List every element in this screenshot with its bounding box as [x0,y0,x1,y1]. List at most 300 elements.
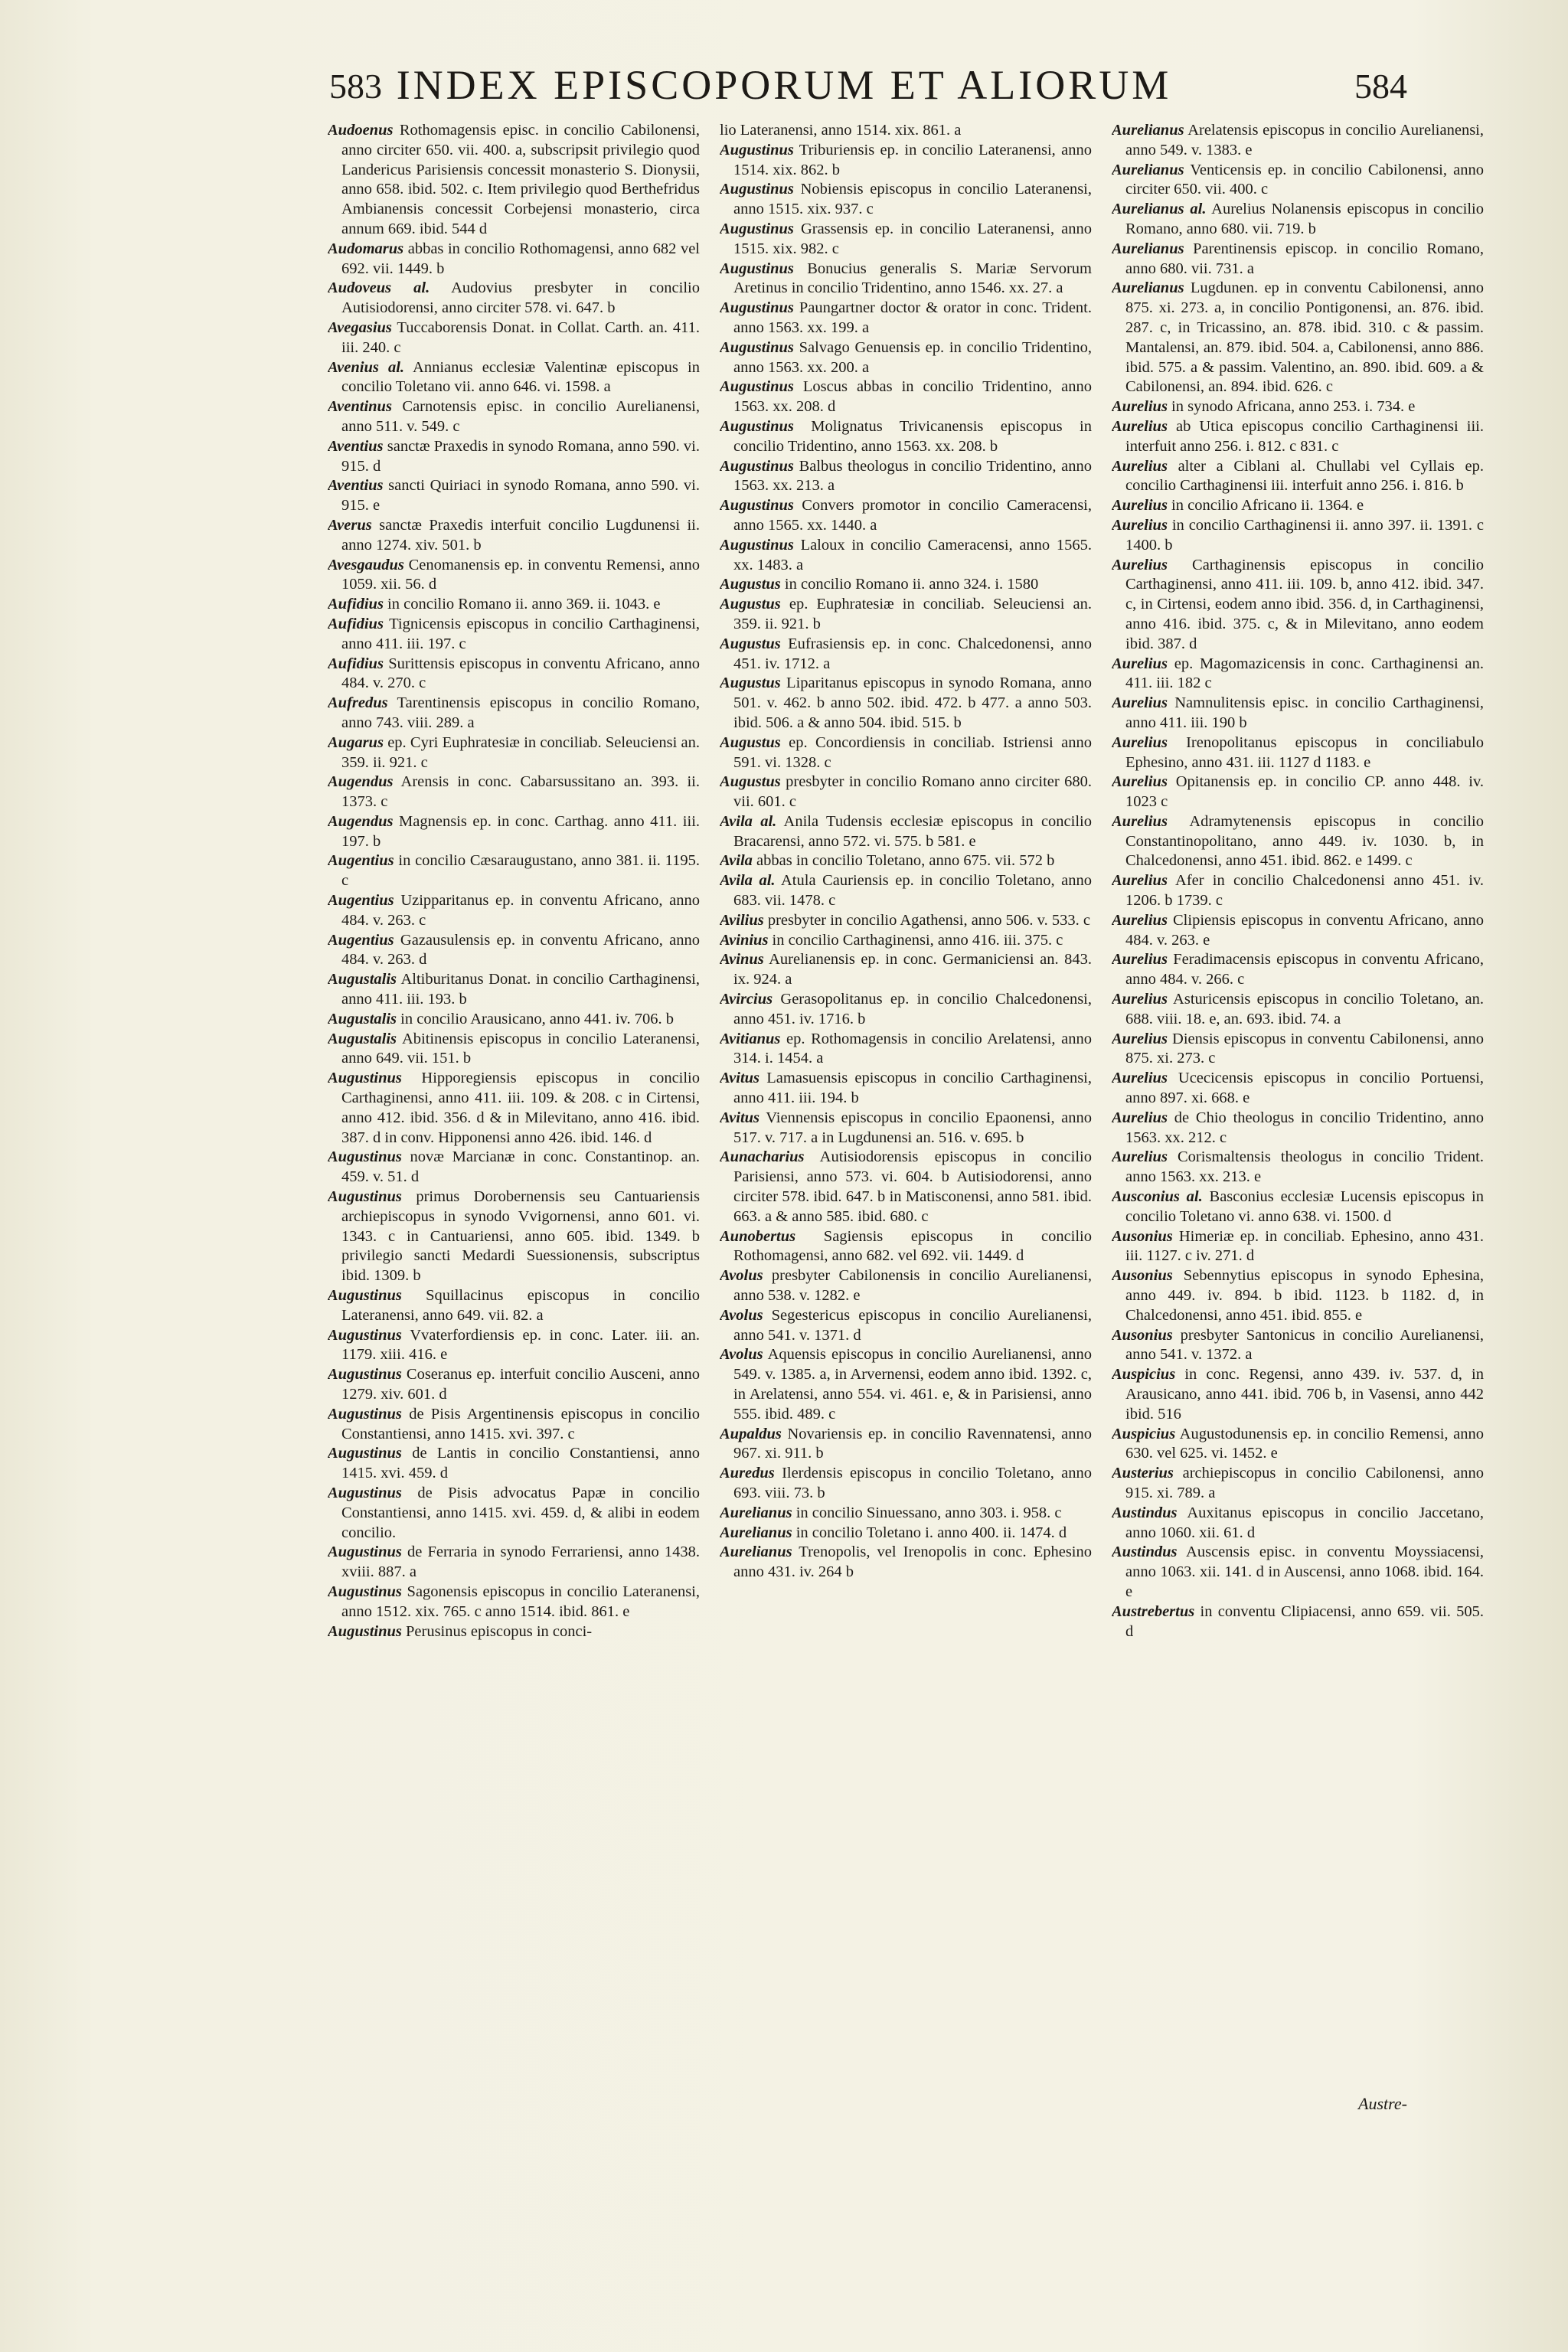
entry-text: Gerasopolitanus ep. in concilio Chalcedonensi, anno 451. iv. 1716. b [733,991,1092,1027]
entry-headword: Augentius [328,852,394,870]
index-entry [328,121,700,240]
index-entry [1112,655,1484,694]
entry-text: in conc. Regensi, anno 439. iv. 537. d, in Arausicano, anno 441. ibid. 706 b, in Vasensi, anno 442 ibid. 516 [1125,1366,1484,1423]
entry-text: Clipiensis episcopus in conventu Africano, anno 484. v. 263. e [1125,911,1484,949]
entry-headword: Avinus [720,951,764,969]
entry-headword: Augustus [720,635,781,652]
index-entry [720,595,1092,635]
entry-text: Aurelius Nolanensis episcopus in concilio Romano, anno 680. vii. 719. b [1125,201,1484,237]
entry-headword: Augustalis [328,1030,397,1047]
entry-text: de Chio theologus in concilio Tridentino, anno 1563. xx. 212. c [1125,1109,1484,1146]
entry-text: Autisiodorensis episcopus in concilio Parisiensi, anno 573. vi. 604. b Autisiodorensi, anno circiter 578. ibid. 647. b in Matisconensi, anno 581. ibid. 663. a & anno 585. ibid. 680. c [733,1148,1092,1225]
entry-headword: Aurelius [1112,812,1168,830]
entry-headword: Audoenus [328,122,394,139]
entry-text: Perusinus episcopus in conci- [406,1622,593,1640]
index-entry [1112,1504,1484,1544]
index-entry [328,931,700,971]
entry-text: Squillacinus episcopus in concilio Lateranensi, anno 649. vii. 82. a [341,1287,700,1324]
index-entry [328,516,700,556]
entry-text: Liparitanus episcopus in synodo Romana, anno 501. v. 462. b anno 502. ibid. 472. b 477. a anno 503. ibid. 506. a & anno 504. ibid. 515. b [733,675,1092,731]
entry-headword: Auredus [720,1465,775,1482]
index-entry [328,1069,700,1148]
entry-text: ep. Cyri Euphratesiæ in conciliab. Seleuciensi an. 359. ii. 921. c [341,733,700,771]
index-entry [720,377,1092,417]
index-entry [720,674,1092,733]
entry-text: presbyter Santonicus in concilio Aurelianensi, anno 541. v. 1372. a [1125,1326,1484,1364]
entry-headword: Augustinus [720,260,794,277]
index-entry [328,615,700,655]
index-entry [1112,1543,1484,1602]
entry-headword: Audoveus al. [328,279,430,297]
entry-text: novæ Marcianæ in conc. Constantinop. an. 459. v. 51. d [341,1148,700,1186]
index-entry [328,556,700,596]
index-entry [1112,1425,1484,1465]
index-entry [1112,516,1484,556]
entry-text: Ilerdensis episcopus in concilio Toletano, anno 693. viii. 73. b [733,1465,1092,1501]
entry-headword: Austerius [1112,1465,1174,1482]
index-entry [1112,200,1484,240]
index-entry [720,1266,1092,1306]
index-entry [720,950,1092,990]
index-entry [720,990,1092,1030]
entry-text: ep. Euphratesiæ in conciliab. Seleuciensi an. 359. ii. 921. b [733,596,1092,632]
entry-text: presbyter in concilio Agathensi, anno 506. v. 533. c [767,911,1090,929]
entry-text: ep. Magomazicensis in conc. Carthaginensi an. 411. iii. 182 c [1125,655,1484,692]
entry-headword: Augustinus [328,1622,402,1640]
entry-headword: Augustinus [328,1366,402,1383]
entry-headword: Augustinus [328,1326,402,1344]
entry-headword: Ausonius [1112,1267,1173,1285]
entry-text: Aquensis episcopus in concilio Aurelianensi, anno 549. v. 1385. a, in Arvernensi, eodem anno ibid. 1392. c, in Arelatensi, anno 554. vi. 461. e, & in Parisiensi, anno 555. ibid. 489. c [733,1346,1092,1423]
entry-text: Sebennytius episcopus in synodo Ephesina, anno 449. iv. 894. b ibid. 1123. b 1182. d, in Chalcedonensi, anno 451. ibid. 855. e [1125,1267,1484,1324]
index-entry [720,1109,1092,1148]
entry-headword: Aurelius [1112,398,1168,416]
entry-headword: Aurelianus [720,1524,792,1541]
index-entry [720,536,1092,576]
entry-text: abbas in concilio Rothomagensi, anno 682 vel 692. vii. 1449. b [341,240,700,277]
entry-text: Laloux in concilio Cameracensi, anno 1565. xx. 1483. a [733,536,1092,573]
entry-text: Paungartner doctor & orator in conc. Trident. anno 1563. xx. 199. a [733,299,1092,336]
entry-headword: Aventius [328,477,384,495]
entry-text: de Ferraria in synodo Ferrariensi, anno 1438. xviii. 887. a [341,1544,700,1581]
entry-headword: Aufidius [328,615,384,632]
entry-headword: Aurelius [1112,1148,1168,1166]
index-entry [1112,1030,1484,1070]
entry-text: sanctæ Praxedis interfuit concilio Lugdunensi ii. anno 1274. xiv. 501. b [341,516,700,554]
entry-headword: Aurelianus [1112,122,1184,139]
index-entry [328,1622,700,1642]
entry-headword: Augustinus [328,1583,402,1600]
entry-text: Coseranus ep. interfuit concilio Ausceni, anno 1279. xiv. 601. d [341,1366,700,1403]
entry-text: Abitinensis episcopus in concilio Lateranensi, anno 649. vii. 151. b [341,1030,700,1067]
index-entry [328,1583,700,1622]
entry-text: Basconius ecclesiæ Lucensis episcopus in concilio Toletano vi. anno 638. vi. 1500. d [1125,1188,1484,1225]
entry-text: Molignatus Trivicanensis episcopus in concilio Tridentino, anno 1563. xx. 208. b [733,417,1092,455]
entry-headword: Avitus [720,1070,760,1087]
index-entry [720,1543,1092,1583]
index-entry [720,575,1092,595]
entry-headword: Aurelianus [1112,240,1184,257]
index-entry [1112,773,1484,812]
index-entry [1112,871,1484,911]
entry-text: presbyter Cabilonensis in concilio Aurelianensi, anno 538. v. 1282. e [733,1267,1092,1305]
index-entry [328,240,700,279]
entry-text: Augustodunensis ep. in concilio Remensi, anno 630. vel 625. vi. 1452. e [1125,1425,1484,1462]
index-entry [720,1464,1092,1504]
entry-text: Aurelianensis ep. in conc. Germaniciensi an. 843. ix. 924. a [733,951,1092,988]
entry-headword: Aupaldus [720,1425,782,1442]
entry-headword: Augentius [328,892,394,910]
index-entry [1112,1187,1484,1227]
entry-text: Corismaltensis theologus in concilio Trident. anno 1563. xx. 213. e [1125,1148,1484,1186]
index-entry [328,891,700,931]
entry-headword: Augustinus [328,1405,402,1423]
entry-text: in concilio Romano ii. anno 369. ii. 1043. e [387,596,661,613]
entry-headword: Aurelius [1112,911,1168,929]
entry-headword: Augustinus [720,497,794,514]
entry-text: Audovius presbyter in concilio Autisiodorensi, anno circiter 578. vi. 647. b [341,279,700,317]
index-entry [1112,1326,1484,1366]
entry-headword: Aurelianus [720,1504,792,1521]
entry-text: in synodo Africana, anno 253. i. 734. e [1171,398,1416,416]
entry-headword: Augustinus [720,299,794,317]
entry-headword: Augendus [328,812,394,830]
entry-text: Ucecicensis episcopus in concilio Portuensi, anno 897. xi. 668. e [1125,1070,1484,1107]
entry-text: in concilio Africano ii. 1364. e [1171,497,1364,514]
entry-headword: Avegasius [328,318,392,336]
entry-text: Atula Cauriensis ep. in concilio Toletano, anno 683. vii. 1478. c [733,872,1092,910]
entry-headword: Augustinus [328,1445,402,1462]
index-entry [328,397,700,437]
index-entry [1112,1069,1484,1109]
entry-headword: Avilius [720,911,764,929]
entry-headword: Augustinus [328,1070,402,1087]
index-entry [720,1148,1092,1227]
entry-text: in concilio Carthaginensi ii. anno 397. ii. 1391. c 1400. b [1125,516,1484,554]
entry-headword: Aufredus [328,694,388,712]
index-entry [1112,279,1484,397]
entry-text: Salvago Genuensis ep. in concilio Tridentino, anno 1563. xx. 200. a [733,338,1092,376]
index-entry [720,871,1092,911]
index-entry [720,496,1092,536]
entry-headword: Averus [328,516,372,534]
entry-text: Loscus abbas in concilio Tridentino, anno 1563. xx. 208. d [733,378,1092,416]
entry-text: Anila Tudensis ecclesiæ episcopus in concilio Bracarensi, anno 572. vi. 575. b 581. e [733,812,1092,850]
index-entry [328,1405,700,1445]
entry-text: Adramytenensis episcopus in concilio Constantinopolitano, anno 449. iv. 1030. b, in Chalcedonensi, anno 451. ibid. 862. e 1499. c [1125,812,1484,870]
entry-headword: Augustus [720,733,781,751]
entry-text: Parentinensis episcop. in concilio Romano, anno 680. vii. 731. a [1125,240,1484,277]
index-entry [328,1365,700,1405]
index-entry [328,1030,700,1070]
entry-text: lio Lateranensi, anno 1514. xix. 861. a [720,122,962,139]
index-entry [1112,496,1484,516]
index-entry [328,1286,700,1326]
entry-text: Namnulitensis episc. in concilio Carthaginensi, anno 411. iii. 190 b [1125,694,1484,731]
index-entry [1112,397,1484,417]
entry-text: Feradimacensis episcopus in conventu Africano, anno 484. v. 266. c [1125,951,1484,988]
entry-text: Segestericus episcopus in concilio Aurelianensi, anno 541. v. 1371. d [733,1306,1092,1344]
entry-text: Magnensis ep. in conc. Carthag. anno 411. iii. 197. b [341,812,700,850]
entry-headword: Augustinus [720,141,794,158]
entry-text: ep. Concordiensis in conciliab. Istriensi anno 591. vi. 1328. c [733,733,1092,771]
index-entry [1112,1227,1484,1267]
entry-text: alter a Ciblani al. Chullabi vel Cyllais ep. concilio Carthaginensi iii. interfuit anno 256. i. 816. b [1125,457,1484,495]
entry-headword: Avinius [720,931,769,949]
entry-headword: Auspicius [1112,1425,1176,1442]
entry-headword: Aurelius [1112,991,1168,1008]
entry-text: Nobiensis episcopus in concilio Lateranensi, anno 1515. xix. 937. c [733,181,1092,218]
entry-headword: Aurelius [1112,1030,1168,1047]
entry-headword: Augustus [720,576,781,593]
entry-headword: Aurelius [1112,457,1168,475]
entry-headword: Aurelius [1112,1070,1168,1087]
index-entry [720,299,1092,338]
entry-text: de Pisis Argentinensis episcopus in concilio Constantiensi, anno 1415. xvi. 397. c [341,1405,700,1442]
entry-headword: Aufidius [328,655,384,672]
index-columns [328,121,1484,2257]
entry-headword: Augustinus [720,181,794,198]
entry-text: Carthaginensis episcopus in concilio Carthaginensi, anno 411. iii. 109. b, anno 412. ibid. 347. c, in Cirtensi, eodem anno ibid. 356. d, in Carthaginensi, anno 416. ibid. 375. c, & in Milevitano, anno eodem ibid. 387. d [1125,556,1484,652]
entry-headword: Augustinus [328,1188,402,1206]
index-column-3 [1112,121,1484,2257]
entry-headword: Aufidius [328,596,384,613]
entry-headword: Avila al. [720,812,777,830]
entry-text: Triburiensis ep. in concilio Lateranensi, anno 1514. xix. 862. b [733,141,1092,178]
index-entry [328,1444,700,1484]
entry-text: in concilio Arausicano, anno 441. iv. 706. b [400,1010,674,1027]
index-entry [720,180,1092,220]
entry-text: Altiburitanus Donat. in concilio Carthaginensi, anno 411. iii. 193. b [341,971,700,1008]
entry-text: Afer in concilio Chalcedonensi anno 451. iv. 1206. b 1739. c [1125,872,1484,910]
entry-headword: Avenius al. [328,358,405,376]
entry-text: Surittensis episcopus in conventu Africano, anno 484. v. 270. c [341,655,700,692]
entry-text: Convers promotor in concilio Cameracensi, anno 1565. xx. 1440. a [733,497,1092,534]
entry-headword: Aurelianus [1112,279,1184,297]
entry-headword: Audomarus [328,240,404,257]
index-entry [1112,417,1484,457]
entry-headword: Augustus [720,675,781,692]
index-entry [1112,1464,1484,1504]
entry-headword: Aurelianus al. [1112,201,1207,218]
entry-headword: Augarus [328,733,384,751]
entry-headword: Augustalis [328,971,397,988]
entry-text: Rothomagensis episc. in concilio Cabilonensi, anno circiter 650. vii. 400. a, subscripsit privilegio quod Landericus Parisiensis concessit monasterio S. Dionysii, anno 658. ibid. 502. c. Item privilegio quod Berthefridus Ambianensis concessit Corbejensi monasterio, circa annum 669. ibid. 544 d [341,122,700,237]
entry-headword: Aurelius [1112,417,1168,435]
entry-headword: Ausonius [1112,1326,1173,1344]
entry-text: in concilio Romano ii. anno 324. i. 1580 [784,576,1039,593]
index-entry [328,1187,700,1286]
entry-headword: Augustus [720,596,781,613]
entry-headword: Avitianus [720,1030,781,1047]
index-entry [1112,1266,1484,1325]
entry-headword: Augustinus [720,457,794,475]
entry-headword: Avolus [720,1306,763,1324]
entry-headword: Avircius [720,991,773,1008]
index-entry [328,1148,700,1187]
entry-text: Lugdunen. ep in conventu Cabilonensi, anno 875. xi. 273. a, in concilio Pontigonensi, an. 876. ibid. 287. c, in Tricassino, an. 878. ibid. 310. c & passim. Mantalensi, an. 879. ibid. 504. a, Cabilonensi, anno 886. ibid. 575. a & passim. Valentino, an. 890. ibid. 609. a & Cabilonensi, an. 894. ibid. 626. c [1125,279,1484,396]
entry-headword: Ausconius al. [1112,1188,1203,1206]
entry-text: primus Dorobernensis seu Cantuariensis archiepiscopus in synodo Vvigornensi, anno 601. vi. 1343. c in Cantuariensi, anno 605. ibid. 1349. b privilegio sancti Medardi Suessionensis, subscriptus ibid. 1309. b [341,1188,700,1285]
entry-text: abbas in concilio Toletano, anno 675. vii. 572 b [756,852,1055,870]
index-entry [1112,240,1484,279]
entry-text: in concilio Toletano i. anno 400. ii. 1474. d [795,1524,1067,1541]
index-entry [328,970,700,1010]
entry-headword: Augustinus [328,1544,402,1561]
right-page-number: 584 [1354,67,1407,106]
entry-text: Lamasuensis episcopus in concilio Carthaginensi, anno 411. iii. 194. b [733,1070,1092,1107]
entry-headword: Augustinus [720,220,794,237]
entry-text: Hipporegiensis episcopus in concilio Carthaginensi, anno 411. iii. 109. & 208. c in Cirtensi, anno 412. ibid. 356. d & in Milevitano, anno 416. ibid. 387. d in conv. Hipponensi anno 426. ibid. 146. d [341,1070,700,1146]
index-entry [328,851,700,891]
entry-text: Auxitanus episcopus in concilio Jaccetano, anno 1060. xii. 61. d [1125,1504,1484,1541]
entry-text: Bonucius generalis S. Mariæ Servorum Aretinus in concilio Tridentino, anno 1546. xx. 27. a [733,260,1092,297]
entry-headword: Augustinus [720,378,794,396]
entry-text: Novariensis ep. in concilio Ravennatensi, anno 967. xi. 911. b [733,1425,1092,1462]
entry-headword: Augustinus [720,536,794,554]
entry-headword: Avila [720,852,753,870]
index-entry [720,931,1092,951]
index-entry [1112,457,1484,497]
index-column-2 [720,121,1092,2257]
index-entry [720,1069,1092,1109]
index-entry [1112,121,1484,161]
entry-text: sancti Quiriaci in synodo Romana, anno 590. vi. 915. e [341,477,700,514]
index-entry [1112,990,1484,1030]
index-entry [328,773,700,812]
index-entry [720,911,1092,931]
entry-headword: Avolus [720,1267,763,1285]
entry-text: Eufrasiensis ep. in conc. Chalcedonensi, anno 451. iv. 1712. a [733,635,1092,672]
index-entry [720,260,1092,299]
index-entry [328,1543,700,1583]
entry-text: de Lantis in concilio Constantiensi, anno 1415. xvi. 459. d [341,1445,700,1482]
entry-headword: Aurelianus [720,1544,792,1561]
index-entry [720,635,1092,675]
index-entry [1112,1365,1484,1424]
entry-headword: Ausonius [1112,1227,1173,1245]
index-entry [720,141,1092,181]
entry-headword: Aurelius [1112,733,1168,751]
entry-text: ep. Rothomagensis in concilio Arelatensi, anno 314. i. 1454. a [733,1030,1092,1067]
index-entry [328,655,700,694]
index-entry [720,773,1092,812]
entry-headword: Austrebertus [1112,1602,1195,1620]
entry-text: sanctæ Praxedis in synodo Romana, anno 590. vi. 915. d [341,437,700,475]
index-entry [1112,950,1484,990]
entry-headword: Aurelianus [1112,161,1184,178]
entry-headword: Aurelius [1112,556,1168,573]
entry-headword: Augustinus [328,1287,402,1305]
entry-text: de Pisis advocatus Papæ in concilio Constantiensi, anno 1415. xvi. 459. d, & alibi in eodem concilio. [341,1484,700,1541]
entry-text: Grassensis ep. in concilio Lateranensi, anno 1515. xix. 982. c [733,220,1092,257]
entry-headword: Avolus [720,1346,763,1364]
entry-headword: Avitus [720,1109,760,1126]
index-entry [720,1425,1092,1465]
entry-text: Tignicensis episcopus in concilio Carthaginensi, anno 411. iii. 197. c [341,615,700,652]
entry-headword: Aurelius [1112,773,1168,791]
entry-headword: Aurelius [1112,694,1168,712]
index-entry [328,279,700,318]
entry-text: Sagonensis episcopus in concilio Lateranensi, anno 1512. xix. 765. c anno 1514. ibid. 861. e [341,1583,700,1620]
entry-headword: Augustus [720,773,781,791]
entry-headword: Aurelius [1112,872,1168,890]
index-entry [328,1010,700,1030]
index-entry [720,417,1092,457]
entry-text: Carnotensis episc. in concilio Aurelianensi, anno 511. v. 549. c [341,398,700,435]
index-entry [328,437,700,477]
entry-text: Balbus theologus in concilio Tridentino, anno 1563. xx. 213. a [733,457,1092,495]
index-entry [720,1227,1092,1267]
entry-text: Uzipparitanus ep. in conventu Africano, anno 484. v. 263. c [341,892,700,929]
entry-text: Auscensis episc. in conventu Moyssiacensi, anno 1063. xii. 141. d in Auscensi, anno 1068. ibid. 164. e [1125,1544,1484,1600]
index-entry [720,733,1092,773]
index-entry [720,1030,1092,1070]
entry-text: Diensis episcopus in conventu Cabilonensi, anno 875. xi. 273. c [1125,1030,1484,1067]
index-entry [328,733,700,773]
index-entry [328,694,700,733]
entry-text: archiepiscopus in concilio Cabilonensi, anno 915. xi. 789. a [1125,1465,1484,1501]
entry-headword: Aventinus [328,398,392,416]
entry-text: ab Utica episcopus concilio Carthaginensi iii. interfuit anno 256. i. 812. c 831. c [1125,417,1484,455]
entry-headword: Aunacharius [720,1148,805,1166]
entry-text: Viennensis episcopus in concilio Epaonensi, anno 517. v. 717. a in Lugdunensi an. 516. v. 695. b [733,1109,1092,1146]
left-page-number: 583 [329,67,382,106]
entry-headword: Augustalis [328,1010,397,1027]
entry-text: Venticensis ep. in concilio Cabilonensi, anno circiter 650. vii. 400. c [1125,161,1484,198]
index-entry [1112,1148,1484,1187]
index-entry [1112,1602,1484,1642]
entry-text: Tuccaborensis Donat. in Collat. Carth. an. 411. iii. 240. c [341,318,700,356]
index-entry [328,595,700,615]
entry-text: Himeriæ ep. in conciliab. Ephesino, anno 431. iii. 1127. c iv. 271. d [1125,1227,1484,1265]
entry-text: Annianus ecclesiæ Valentinæ episcopus in concilio Toletano vii. anno 646. vi. 1598. a [341,358,700,396]
entry-headword: Avesgaudus [328,556,404,573]
entry-text: Vvaterfordiensis ep. in conc. Later. iii. an. 1179. xiii. 416. e [341,1326,700,1364]
index-entry [720,338,1092,378]
entry-headword: Aurelius [1112,497,1168,514]
index-entry [328,1326,700,1366]
index-entry [720,457,1092,497]
entry-headword: Augustinus [328,1484,402,1501]
index-entry [1112,733,1484,773]
index-entry [1112,1109,1484,1148]
index-entry [1112,556,1484,655]
entry-text: Sagiensis episcopus in concilio Rothomagensi, anno 682. vel 692. vii. 1449. d [733,1227,1092,1265]
entry-text: in concilio Carthaginensi, anno 416. iii. 375. c [772,931,1063,949]
entry-headword: Augentius [328,931,394,949]
entry-headword: Augustinus [720,338,794,356]
index-column-1 [328,121,700,2257]
entry-text: Cenomanensis ep. in conventu Remensi, anno 1059. xii. 56. d [341,556,700,593]
index-entry [720,851,1092,871]
index-entry [720,1524,1092,1544]
entry-headword: Aventius [328,437,384,455]
entry-text: in conventu Clipiacensi, anno 659. vii. 505. d [1125,1602,1484,1640]
index-entry [328,476,700,516]
entry-text: Arensis in conc. Cabarsussitano an. 393. ii. 1373. c [341,773,700,811]
entry-headword: Austindus [1112,1544,1178,1561]
entry-headword: Aurelius [1112,655,1168,672]
index-entry [720,1306,1092,1346]
index-entry [328,1484,700,1543]
entry-headword: Aurelius [1112,951,1168,969]
entry-text: presbyter in concilio Romano anno circiter 680. vii. 601. c [733,773,1092,811]
entry-headword: Austindus [1112,1504,1178,1521]
index-entry [720,1345,1092,1424]
entry-headword: Auspicius [1112,1366,1176,1383]
index-entry [328,358,700,398]
